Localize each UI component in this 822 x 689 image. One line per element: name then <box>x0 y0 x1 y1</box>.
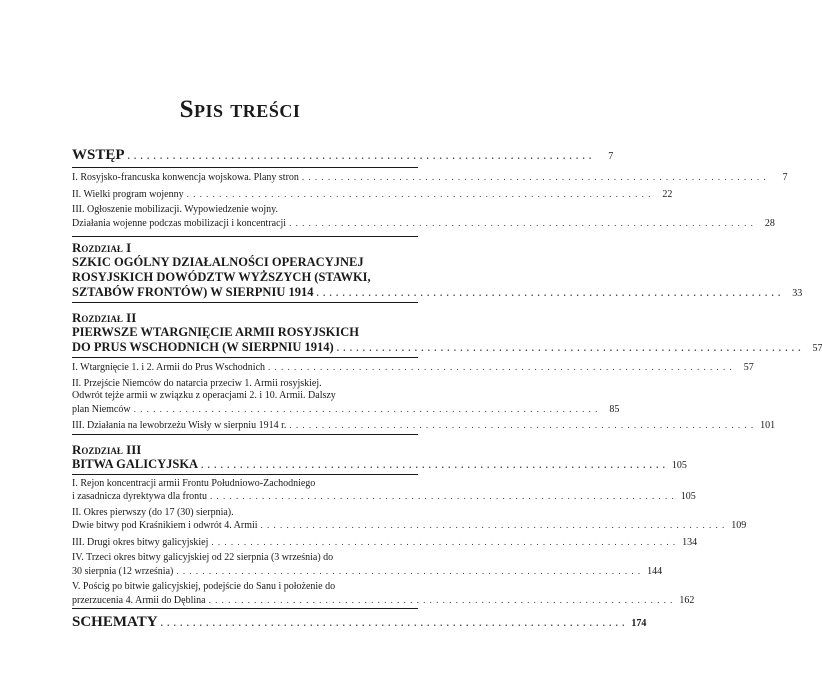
entry-line <box>72 340 822 356</box>
entry-line: IV. Trzeci okres bitwy galicyjskiej od 22 sierpnia (3 września) do <box>72 552 334 563</box>
entry-line <box>72 519 747 533</box>
entry-line: ROSYJSKICH DOWÓDZTW WYŻSZYCH (STAWKI, <box>72 270 371 284</box>
entry-text: II. Wielki program wojenny <box>72 188 184 200</box>
entry-text: BITWA GALICYJSKA <box>72 456 199 471</box>
entry-line <box>72 217 775 231</box>
leader-dots: . . . . . . . . . . . . . . . . . . . . . . . . . . . . . . . . . . . . . . . . . . . . . . . . . . . . . . . . . . . . . . . . . . . . . . . . <box>208 594 674 605</box>
chapter-label: Rozdział III <box>72 441 142 457</box>
leader-dots: . . . . . . . . . . . . . . . . . . . . . . . . . . . . . . . . . . . . . . . . . . . . . . . . . . . . . . . . . . . . . . . . . . . . . . . . <box>268 362 733 372</box>
toc-entry[interactable] <box>72 361 754 375</box>
table-of-contents <box>72 146 822 633</box>
entry-page: 101 <box>760 420 776 431</box>
toc-wstep[interactable] <box>72 146 614 166</box>
entry-page: 85 <box>609 403 620 415</box>
entry-page: 22 <box>662 188 673 200</box>
chapter-label: Rozdział I <box>72 240 132 255</box>
entry-text: SZTABÓW FRONTÓW) W SIERPNIU 1914 <box>72 285 314 299</box>
entry-page: 105 <box>680 491 696 502</box>
leader-dots: . . . . . . . . . . . . . . . . . . . . . . . . . . . . . . . . . . . . . . . . . . . . . . . . . . . . . . . . . . . . . . . . . . . . . . . . <box>160 618 626 628</box>
entry-line <box>72 419 776 433</box>
entry-page: 28 <box>764 217 775 229</box>
entry-line: V. Pościg po bitwie galicyjskiej, podejście do Sanu i położenie do <box>72 581 336 592</box>
entry-text: III. Drugi okres bitwy galicyjskiej <box>72 536 209 548</box>
entry-text: Działania wojenne podczas mobilizacji i koncentracji <box>72 217 287 229</box>
entry-line <box>72 490 696 504</box>
toc-entry[interactable] <box>72 552 663 578</box>
section-divider <box>72 357 418 358</box>
entry-text: DO PRUS WSCHODNICH (W SIERPNIU 1914) <box>72 340 334 354</box>
schematy-page: 174 <box>631 618 647 629</box>
entry-text: I. Rosyjsko-francuska konwencja wojskowa. Plany stron <box>72 172 299 183</box>
entry-page: 57 <box>743 362 754 373</box>
toc-entry[interactable] <box>72 506 747 533</box>
leader-dots: . . . . . . . . . . . . . . . . . . . . . . . . . . . . . . . . . . . . . . . . . . . . . . . . . . . . . . . . . . . . . . . . . . . . . . . . <box>301 172 767 182</box>
entry-line <box>72 536 698 550</box>
entry-page: 105 <box>671 459 687 471</box>
schematy-label: SCHEMATY <box>72 614 158 630</box>
entry-text: I. Wtargnięcie 1. i 2. Armii do Prus Wschodnich <box>72 362 266 373</box>
toc-entry[interactable] <box>72 419 776 433</box>
leader-dots: . . . . . . . . . . . . . . . . . . . . . . . . . . . . . . . . . . . . . . . . . . . . . . . . . . . . . . . . . . . . . . . . . . . . . . . . <box>289 420 755 430</box>
entry-page: 162 <box>679 594 695 606</box>
entry-text: 30 sierpnia (12 września) <box>72 565 174 577</box>
section-divider <box>72 167 418 168</box>
toc-schematy[interactable] <box>72 613 647 633</box>
entry-line <box>72 403 620 417</box>
section-divider <box>72 302 418 303</box>
intro-entries <box>72 171 788 230</box>
entry-text: i zasadnicza dyrektywa dla frontu <box>72 491 207 502</box>
section-divider <box>72 608 418 609</box>
chapter-block <box>72 310 822 435</box>
entry-line <box>72 456 687 473</box>
chapter-block <box>72 441 747 610</box>
entry-line <box>72 361 754 375</box>
entry-page: 7 <box>782 172 788 183</box>
entry-line <box>72 594 695 608</box>
section-divider <box>72 236 418 237</box>
chapter-title[interactable] <box>72 456 687 473</box>
toc-entry[interactable] <box>72 377 620 417</box>
entry-line: Odwrót tejże armii w związku z operacjami 2. i 10. Armii. Dalszy <box>72 390 336 401</box>
toc-entry[interactable] <box>72 581 695 607</box>
leader-dots: . . . . . . . . . . . . . . . . . . . . . . . . . . . . . . . . . . . . . . . . . . . . . . . . . . . . . . . . . . . . . . . . . . . . . . . . <box>316 288 782 298</box>
page-title: Spis treści <box>179 96 301 123</box>
wstep-label: WSTĘP <box>72 147 125 163</box>
chapters <box>72 240 822 609</box>
entry-line <box>72 565 663 579</box>
leader-dots: . . . . . . . . . . . . . . . . . . . . . . . . . . . . . . . . . . . . . . . . . . . . . . . . . . . . . . . . . . . . . . . . . . . . . . . . <box>127 151 593 161</box>
leader-dots: . . . . . . . . . . . . . . . . . . . . . . . . . . . . . . . . . . . . . . . . . . . . . . . . . . . . . . . . . . . . . . . . . . . . . . . . <box>336 343 802 353</box>
chapter-label: Rozdział II <box>72 310 137 325</box>
toc-entry[interactable] <box>72 477 696 504</box>
wstep-page: 7 <box>608 151 614 162</box>
entry-text: plan Niemców <box>72 403 131 415</box>
toc-entry[interactable] <box>72 536 698 550</box>
chapter-title[interactable] <box>72 255 803 301</box>
entry-line <box>72 285 803 301</box>
entry-text: III. Działania na lewobrzeżu Wisły w sierpniu 1914 r. <box>72 420 287 431</box>
entry-line <box>72 188 673 202</box>
leader-dots: . . . . . . . . . . . . . . . . . . . . . . . . . . . . . . . . . . . . . . . . . . . . . . . . . . . . . . . . . . . . . . . . . . . . . . . . <box>133 403 599 414</box>
toc-entry[interactable] <box>72 204 775 230</box>
leader-dots: . . . . . . . . . . . . . . . . . . . . . . . . . . . . . . . . . . . . . . . . . . . . . . . . . . . . . . . . . . . . . . . . . . . . . . . . <box>260 520 726 530</box>
entry-page: 134 <box>682 536 698 548</box>
entry-line: II. Przejście Niemców do natarcia przeciw 1. Armii rosyjskiej. <box>72 377 322 389</box>
entry-line <box>72 171 788 185</box>
leader-dots: . . . . . . . . . . . . . . . . . . . . . . . . . . . . . . . . . . . . . . . . . . . . . . . . . . . . . . . . . . . . . . . . . . . . . . . . <box>176 565 642 576</box>
entry-line: SZKIC OGÓLNY DZIAŁALNOŚCI OPERACYJNEJ <box>72 255 364 269</box>
entry-line: PIERWSZE WTARGNIĘCIE ARMII ROSYJSKICH <box>72 325 360 339</box>
entry-line: II. Okres pierwszy (do 17 (30) sierpnia). <box>72 506 234 518</box>
leader-dots: . . . . . . . . . . . . . . . . . . . . . . . . . . . . . . . . . . . . . . . . . . . . . . . . . . . . . . . . . . . . . . . . . . . . . . . . <box>201 459 666 470</box>
entry-page: 57 <box>812 343 822 354</box>
section-divider <box>72 434 418 435</box>
entry-text: przerzucenia 4. Armii do Dęblina <box>72 594 206 606</box>
chapter-title[interactable] <box>72 325 822 356</box>
entry-page: 109 <box>731 520 747 531</box>
section-divider <box>72 474 418 475</box>
toc-entry[interactable] <box>72 188 673 202</box>
chapter-block <box>72 240 803 303</box>
entry-line: I. Rejon koncentracji armii Frontu Południowo-Zachodniego <box>72 477 316 489</box>
entry-page: 33 <box>792 288 803 299</box>
toc-entry[interactable] <box>72 171 788 185</box>
entry-page: 144 <box>647 565 663 577</box>
entry-text: Dwie bitwy pod Kraśnikiem i odwrót 4. Armii <box>72 520 258 531</box>
leader-dots: . . . . . . . . . . . . . . . . . . . . . . . . . . . . . . . . . . . . . . . . . . . . . . . . . . . . . . . . . . . . . . . . . . . . . . . . <box>209 491 675 501</box>
leader-dots: . . . . . . . . . . . . . . . . . . . . . . . . . . . . . . . . . . . . . . . . . . . . . . . . . . . . . . . . . . . . . . . . . . . . . . . . <box>211 536 677 547</box>
leader-dots: . . . . . . . . . . . . . . . . . . . . . . . . . . . . . . . . . . . . . . . . . . . . . . . . . . . . . . . . . . . . . . . . . . . . . . . . <box>289 217 754 228</box>
entry-line: III. Ogłoszenie mobilizacji. Wypowiedzenie wojny. <box>72 204 279 215</box>
leader-dots: . . . . . . . . . . . . . . . . . . . . . . . . . . . . . . . . . . . . . . . . . . . . . . . . . . . . . . . . . . . . . . . . . . . . . . . . <box>186 188 652 199</box>
